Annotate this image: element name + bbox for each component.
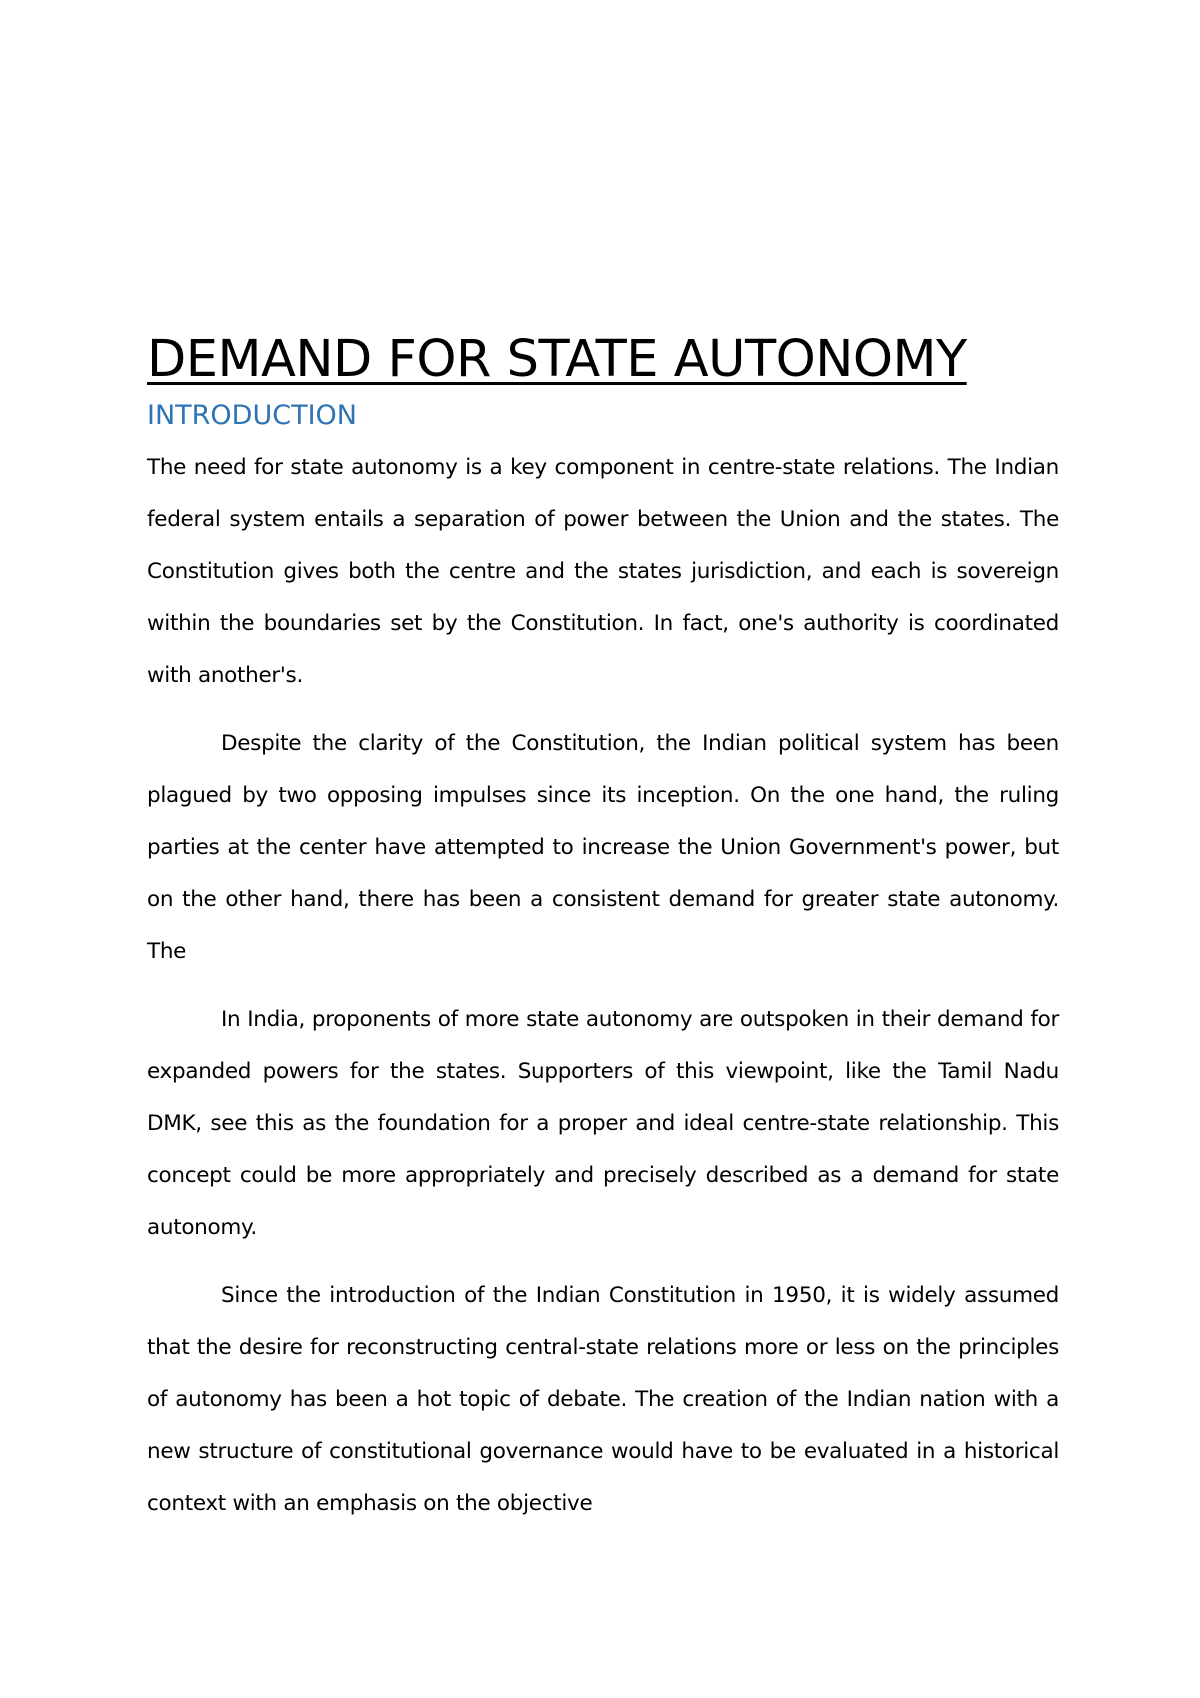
section-heading-introduction: INTRODUCTION [147,400,357,431]
document-body [147,328,1059,1530]
paragraph-3: In India, proponents of more state autonomy are outspoken in their demand for expanded powers for the states. Supporters of this viewpoint, like the Tamil Nadu DMK, see this as the foundation for a proper and ideal centre-state relationship. This concept could be more appropriately and precisely described as a demand for state autonomy. [147,1007,1059,1240]
paragraph-4: Since the introduction of the Indian Constitution in 1950, it is widely assumed that the desire for reconstructing central-state relations more or less on the principles of autonomy has been a hot topic of debate. The creation of the Indian nation with a new structure of constitutional governance would have to be evaluated in a historical context with an emphasis on the objective [147,1283,1059,1516]
document-title: DEMAND FOR STATE AUTONOMY [147,330,967,389]
paragraph-1: The need for state autonomy is a key component in centre-state relations. The Indian federal system entails a separation of power between the Union and the states. The Constitution gives both the centre and the states jurisdiction, and each is sovereign within the boundaries set by the Constitution. In fact, one's authority is coordinated with another's. [147,455,1059,688]
paragraph-2: Despite the clarity of the Constitution, the Indian political system has been plagued by two opposing impulses since its inception. On the one hand, the ruling parties at the center have attempted to increase the Union Government's power, but on the other hand, there has been a consistent demand for greater state autonomy. The [147,731,1059,964]
